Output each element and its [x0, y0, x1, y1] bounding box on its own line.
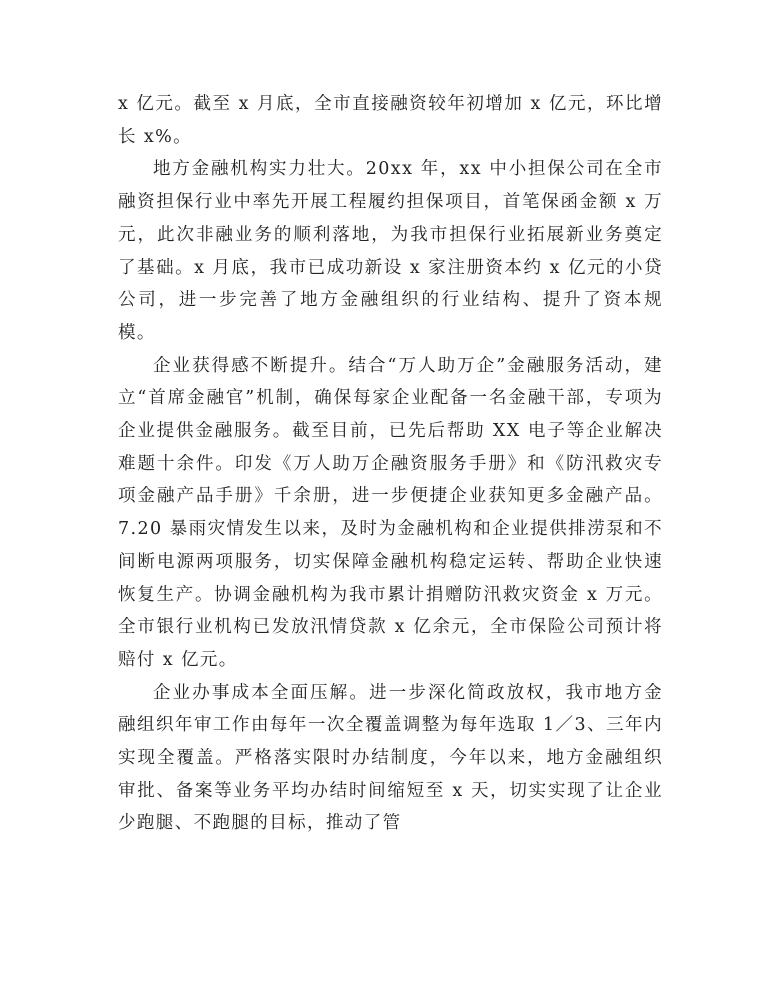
document-body	[118, 88, 663, 840]
paragraph-enterprise-satisfaction: 企业获得感不断提升。结合“万人助万企”金融服务活动，建立“首席金融官”机制，确保每家企业配备一名金融干部，专项为企业提供金融服务。截至目前，已先后帮助 XX 电子等企业解决难题十余件。印发《万人助万企融资服务手册》和《防汛救灾专项金融产品手册》千余册，进一步便捷企业获知更多金融产品。7.20 暴雨灾情发生以来，及时为金融机构和企业提供排涝泵和不间断电源两项服务，切实保障金融机构稳定运转、帮助企业快速恢复生产。协调金融机构为我市累计捐赠防汛救灾资金 x 万元。全市银行业机构已发放汛情贷款 x 亿余元，全市保险公司预计将赔付 x 亿元。	[118, 355, 663, 670]
paragraph-business-cost-reduction: 企业办事成本全面压解。进一步深化简政放权，我市地方金融组织年审工作由每年一次全覆盖调整为每年选取 1／3、三年内实现全覆盖。严格落实限时办结制度，今年以来，地方金融组织审批、备案等业务平均办结时间缩短至 x 天，切实实现了让企业少跑腿、不跑腿的目标，推动了管	[118, 682, 663, 834]
paragraph-local-finance-institutions: 地方金融机构实力壮大。20xx 年，xx 中小担保公司在全市融资担保行业中率先开展工程履约担保项目，首笔保函金额 x 万元，此次非融业务的顺利落地，为我市担保行业拓展新业务奠定了基础。x 月底，我市已成功新设 x 家注册资本约 x 亿元的小贷公司，进一步完善了地方金融组织的行业结构、提升了资本规模。	[118, 159, 663, 343]
paragraph-continuation: x 亿元。截至 x 月底，全市直接融资较年初增加 x 亿元，环比增长 x%。	[118, 94, 663, 147]
